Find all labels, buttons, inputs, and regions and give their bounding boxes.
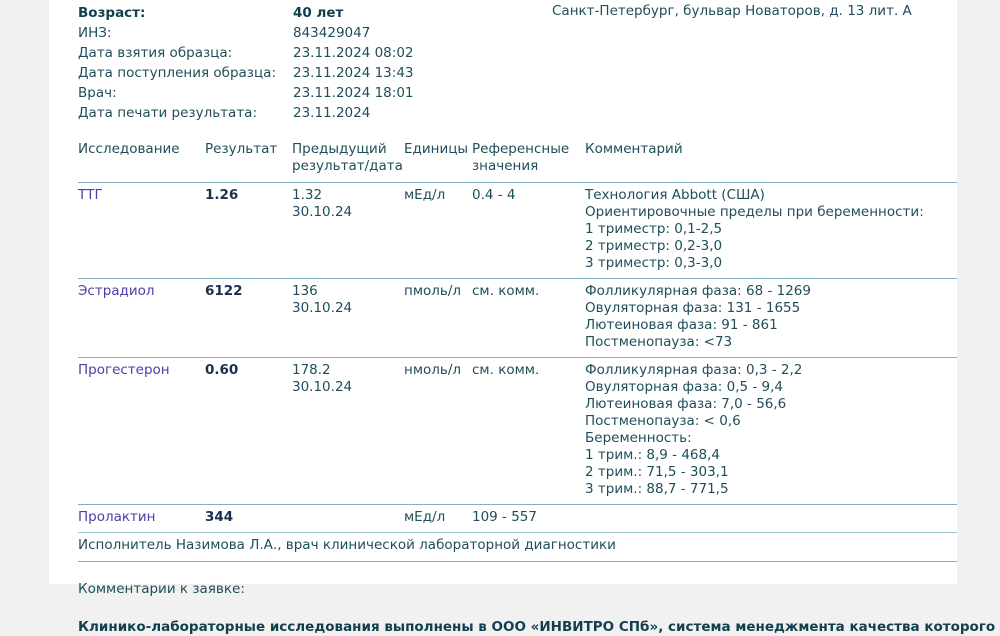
meta-value-inz: 843429047 <box>293 25 371 41</box>
column-header-reference <box>472 141 585 175</box>
analyte-result: 344 <box>205 509 234 525</box>
meta-row-doctor <box>78 83 957 103</box>
comment-line: Лютеиновая фаза: 91 - 861 <box>585 317 778 333</box>
results-table <box>78 138 957 562</box>
order-comments-label: Комментарии к заявке: <box>78 581 245 597</box>
column-header-previous-line2: результат/дата <box>292 158 403 174</box>
previous-value: 136 <box>292 283 318 299</box>
right-page-margin <box>957 0 1000 584</box>
column-header-name: Исследование <box>78 141 180 157</box>
comment-line: Беременность: <box>585 430 692 446</box>
meta-value-print-date: 23.11.2024 <box>293 105 371 121</box>
patient-meta-block <box>78 0 957 123</box>
analyte-name: Эстрадиол <box>78 283 155 299</box>
analyte-reference: 109 - 557 <box>472 509 537 525</box>
meta-value-sample-taken: 23.11.2024 08:02 <box>293 45 414 61</box>
meta-value-sample-received: 23.11.2024 13:43 <box>293 65 414 81</box>
meta-row-sample-taken <box>78 43 957 63</box>
comment-line: 3 триместр: 0,3-3,0 <box>585 255 723 271</box>
analyte-comment <box>585 187 957 272</box>
column-header-reference-line1: Референсные <box>472 141 570 157</box>
meta-row-sample-received <box>78 63 957 83</box>
analyte-units: пмоль/л <box>404 283 462 299</box>
analyte-previous <box>292 362 404 396</box>
analyte-name: Пролактин <box>78 509 156 525</box>
comment-line: Фолликулярная фаза: 0,3 - 2,2 <box>585 362 803 378</box>
analyte-result: 0.60 <box>205 362 239 378</box>
column-header-result: Результат <box>205 141 278 157</box>
meta-row-print-date <box>78 103 957 123</box>
clinic-address: Санкт-Петербург, бульвар Новаторов, д. 13 лит. А <box>552 3 912 19</box>
analyte-comment <box>585 362 957 498</box>
comment-line: 2 триместр: 0,2-3,0 <box>585 238 723 254</box>
analyte-name: ТТГ <box>78 187 103 203</box>
column-header-previous-line1: Предыдущий <box>292 141 387 157</box>
comment-line: 2 трим.: 71,5 - 303,1 <box>585 464 729 480</box>
left-page-margin <box>0 0 49 584</box>
analyte-previous <box>292 283 404 317</box>
analyte-reference: см. комм. <box>472 362 540 378</box>
analyte-units: мЕд/л <box>404 187 446 203</box>
previous-date: 30.10.24 <box>292 204 353 220</box>
previous-date: 30.10.24 <box>292 300 353 316</box>
analyte-reference: 0.4 - 4 <box>472 187 516 203</box>
comment-line: Лютеиновая фаза: 7,0 - 56,6 <box>585 396 787 412</box>
comment-line: Фолликулярная фаза: 68 - 1269 <box>585 283 811 299</box>
comment-line: Овуляторная фаза: 0,5 - 9,4 <box>585 379 784 395</box>
comment-line: Постменопауза: <73 <box>585 334 733 350</box>
previous-date: 30.10.24 <box>292 379 353 395</box>
comment-line: Ориентировочные пределы при беременности: <box>585 204 924 220</box>
analyte-reference: см. комм. <box>472 283 540 299</box>
report-sheet <box>49 0 996 635</box>
performer-line: Исполнитель Назимова Л.А., врач клинической лабораторной диагностики <box>78 537 616 553</box>
analyte-units: нмоль/л <box>404 362 462 378</box>
analyte-units: мЕд/л <box>404 509 446 525</box>
table-row <box>78 358 957 504</box>
meta-label-sample-received: Дата поступления образца: <box>78 65 276 81</box>
meta-row-inz <box>78 23 957 43</box>
comment-line: 3 трим.: 88,7 - 771,5 <box>585 481 729 497</box>
comment-line: Постменопауза: < 0,6 <box>585 413 741 429</box>
meta-label-print-date: Дата печати результата: <box>78 105 258 121</box>
table-header-row <box>78 138 957 182</box>
previous-value: 178.2 <box>292 362 331 378</box>
meta-value-doctor: 23.11.2024 18:01 <box>293 85 414 101</box>
meta-value-age: 40 лет <box>293 5 344 21</box>
meta-label-age: Возраст: <box>78 5 146 21</box>
meta-label-doctor: Врач: <box>78 85 117 101</box>
analyte-result: 6122 <box>205 283 243 299</box>
analyte-comment <box>585 283 957 351</box>
comment-line: Овуляторная фаза: 131 - 1655 <box>585 300 801 316</box>
column-header-units: Единицы <box>404 141 469 157</box>
column-header-comment: Комментарий <box>585 141 683 157</box>
meta-label-inz: ИНЗ: <box>78 25 112 41</box>
analyte-previous <box>292 187 404 221</box>
comment-line: 1 трим.: 8,9 - 468,4 <box>585 447 720 463</box>
column-header-reference-line2: значения <box>472 158 539 174</box>
table-row <box>78 279 957 357</box>
comment-line: Технология Abbott (США) <box>585 187 765 203</box>
lab-accreditation-note: Клинико-лабораторные исследования выполнены в ООО «ИНВИТРО СПб», система менеджмента качества которого <box>78 619 996 635</box>
column-header-previous <box>292 141 404 175</box>
table-row <box>78 183 957 278</box>
footer-block <box>78 562 996 636</box>
comment-line: 1 триместр: 0,1-2,5 <box>585 221 723 237</box>
meta-label-sample-taken: Дата взятия образца: <box>78 45 233 61</box>
previous-value: 1.32 <box>292 187 323 203</box>
analyte-result: 1.26 <box>205 187 239 203</box>
table-row <box>78 505 957 532</box>
analyte-name: Прогестерон <box>78 362 170 378</box>
